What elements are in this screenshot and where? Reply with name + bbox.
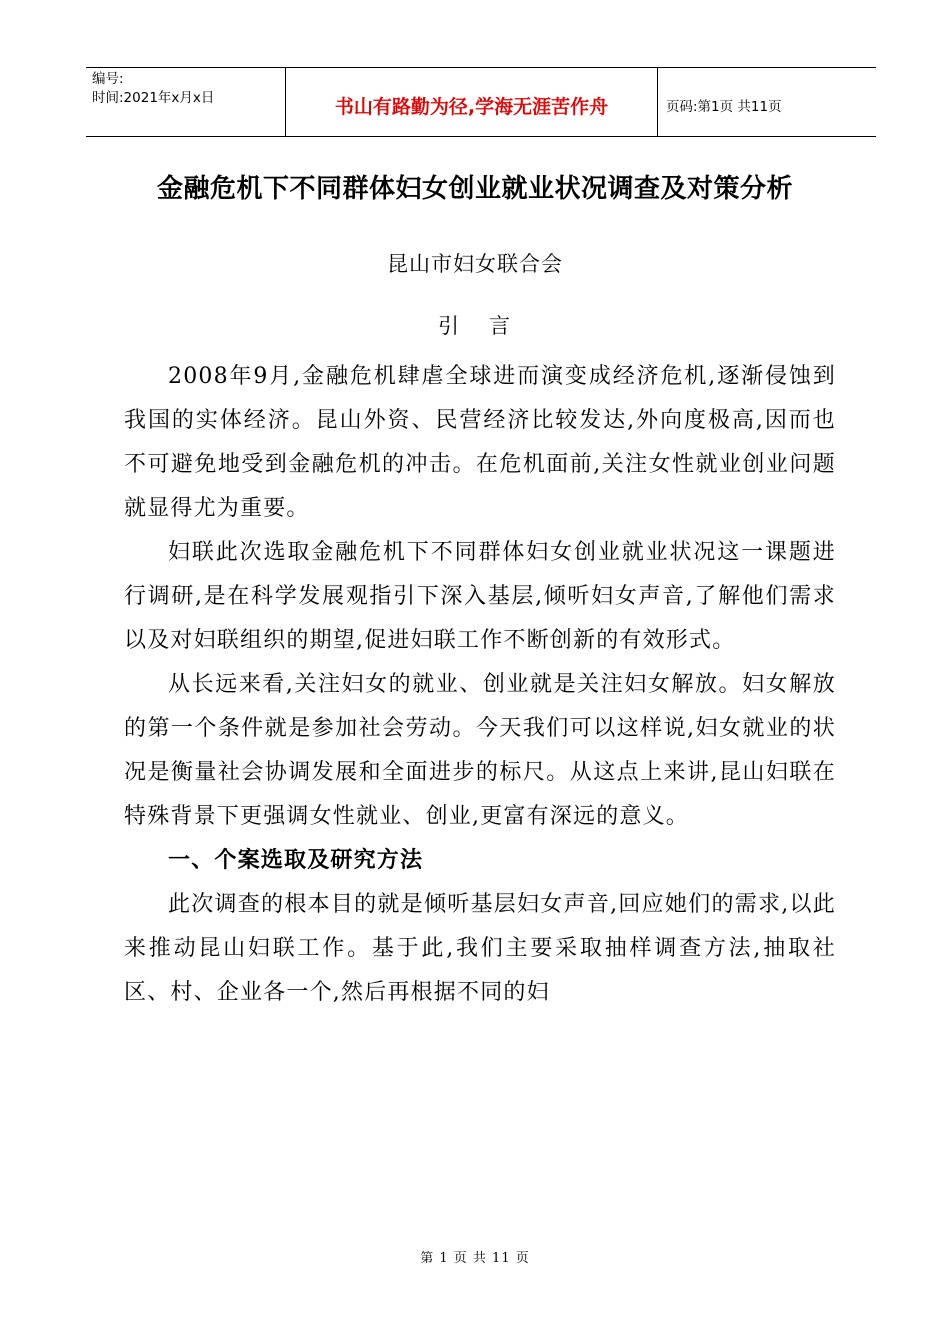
document-organization: 昆山市妇女联合会 [387,252,563,276]
document-body [124,355,836,1015]
intro-heading-char-1: 引 [438,314,461,338]
header-motto: 书山有路勤为径,学海无涯苦作舟 [286,68,658,136]
body-paragraph: 此次调查的根本目的就是倾听基层妇女声音,回应她们的需求,以此来推动昆山妇联工作。基于此,我们主要采取抽样调查方法,抽取社区、村、企业各一个,然后再根据不同的妇 [124,892,836,1005]
document-time-label: 时间:2021年x月x日 [92,90,215,106]
header-meta [86,68,286,136]
section-heading: 一、个案选取及研究方法 [168,848,424,873]
intro-heading [0,310,950,340]
body-paragraph: 从长远来看,关注妇女的就业、创业就是关注妇女解放。妇女解放的第一个条件就是参加社会劳动。今天我们可以这样说,妇女就业的状况是衡量社会协调发展和全面进步的标尺。从这点上来讲,昆山妇联在特殊背景下更强调女性就业、创业,更富有深远的意义。 [124,672,836,829]
page-footer: 第 1 页 共 11 页 [420,1251,530,1266]
document-title: 金融危机下不同群体妇女创业就业状况调查及对策分析 [156,174,793,204]
document-number-label: 编号: [92,71,124,87]
body-paragraph: 妇联此次选取金融危机下不同群体妇女创业就业状况这一课题进行调研,是在科学发展观指引下深入基层,倾听妇女声音,了解他们需求以及对妇联组织的期望,促进妇联工作不断创新的有效形式。 [124,540,836,653]
page-header [86,67,876,137]
intro-heading-char-2: 言 [489,314,512,338]
body-paragraph: 2008年9月,金融危机肆虐全球进而演变成经济危机,逐渐侵蚀到我国的实体经济。昆山外资、民营经济比较发达,外向度极高,因而也不可避免地受到金融危机的冲击。在危机面前,关注女性就业创业问题就显得尤为重要。 [124,364,836,521]
header-page-info: 页码:第1页 共11页 [666,99,782,115]
